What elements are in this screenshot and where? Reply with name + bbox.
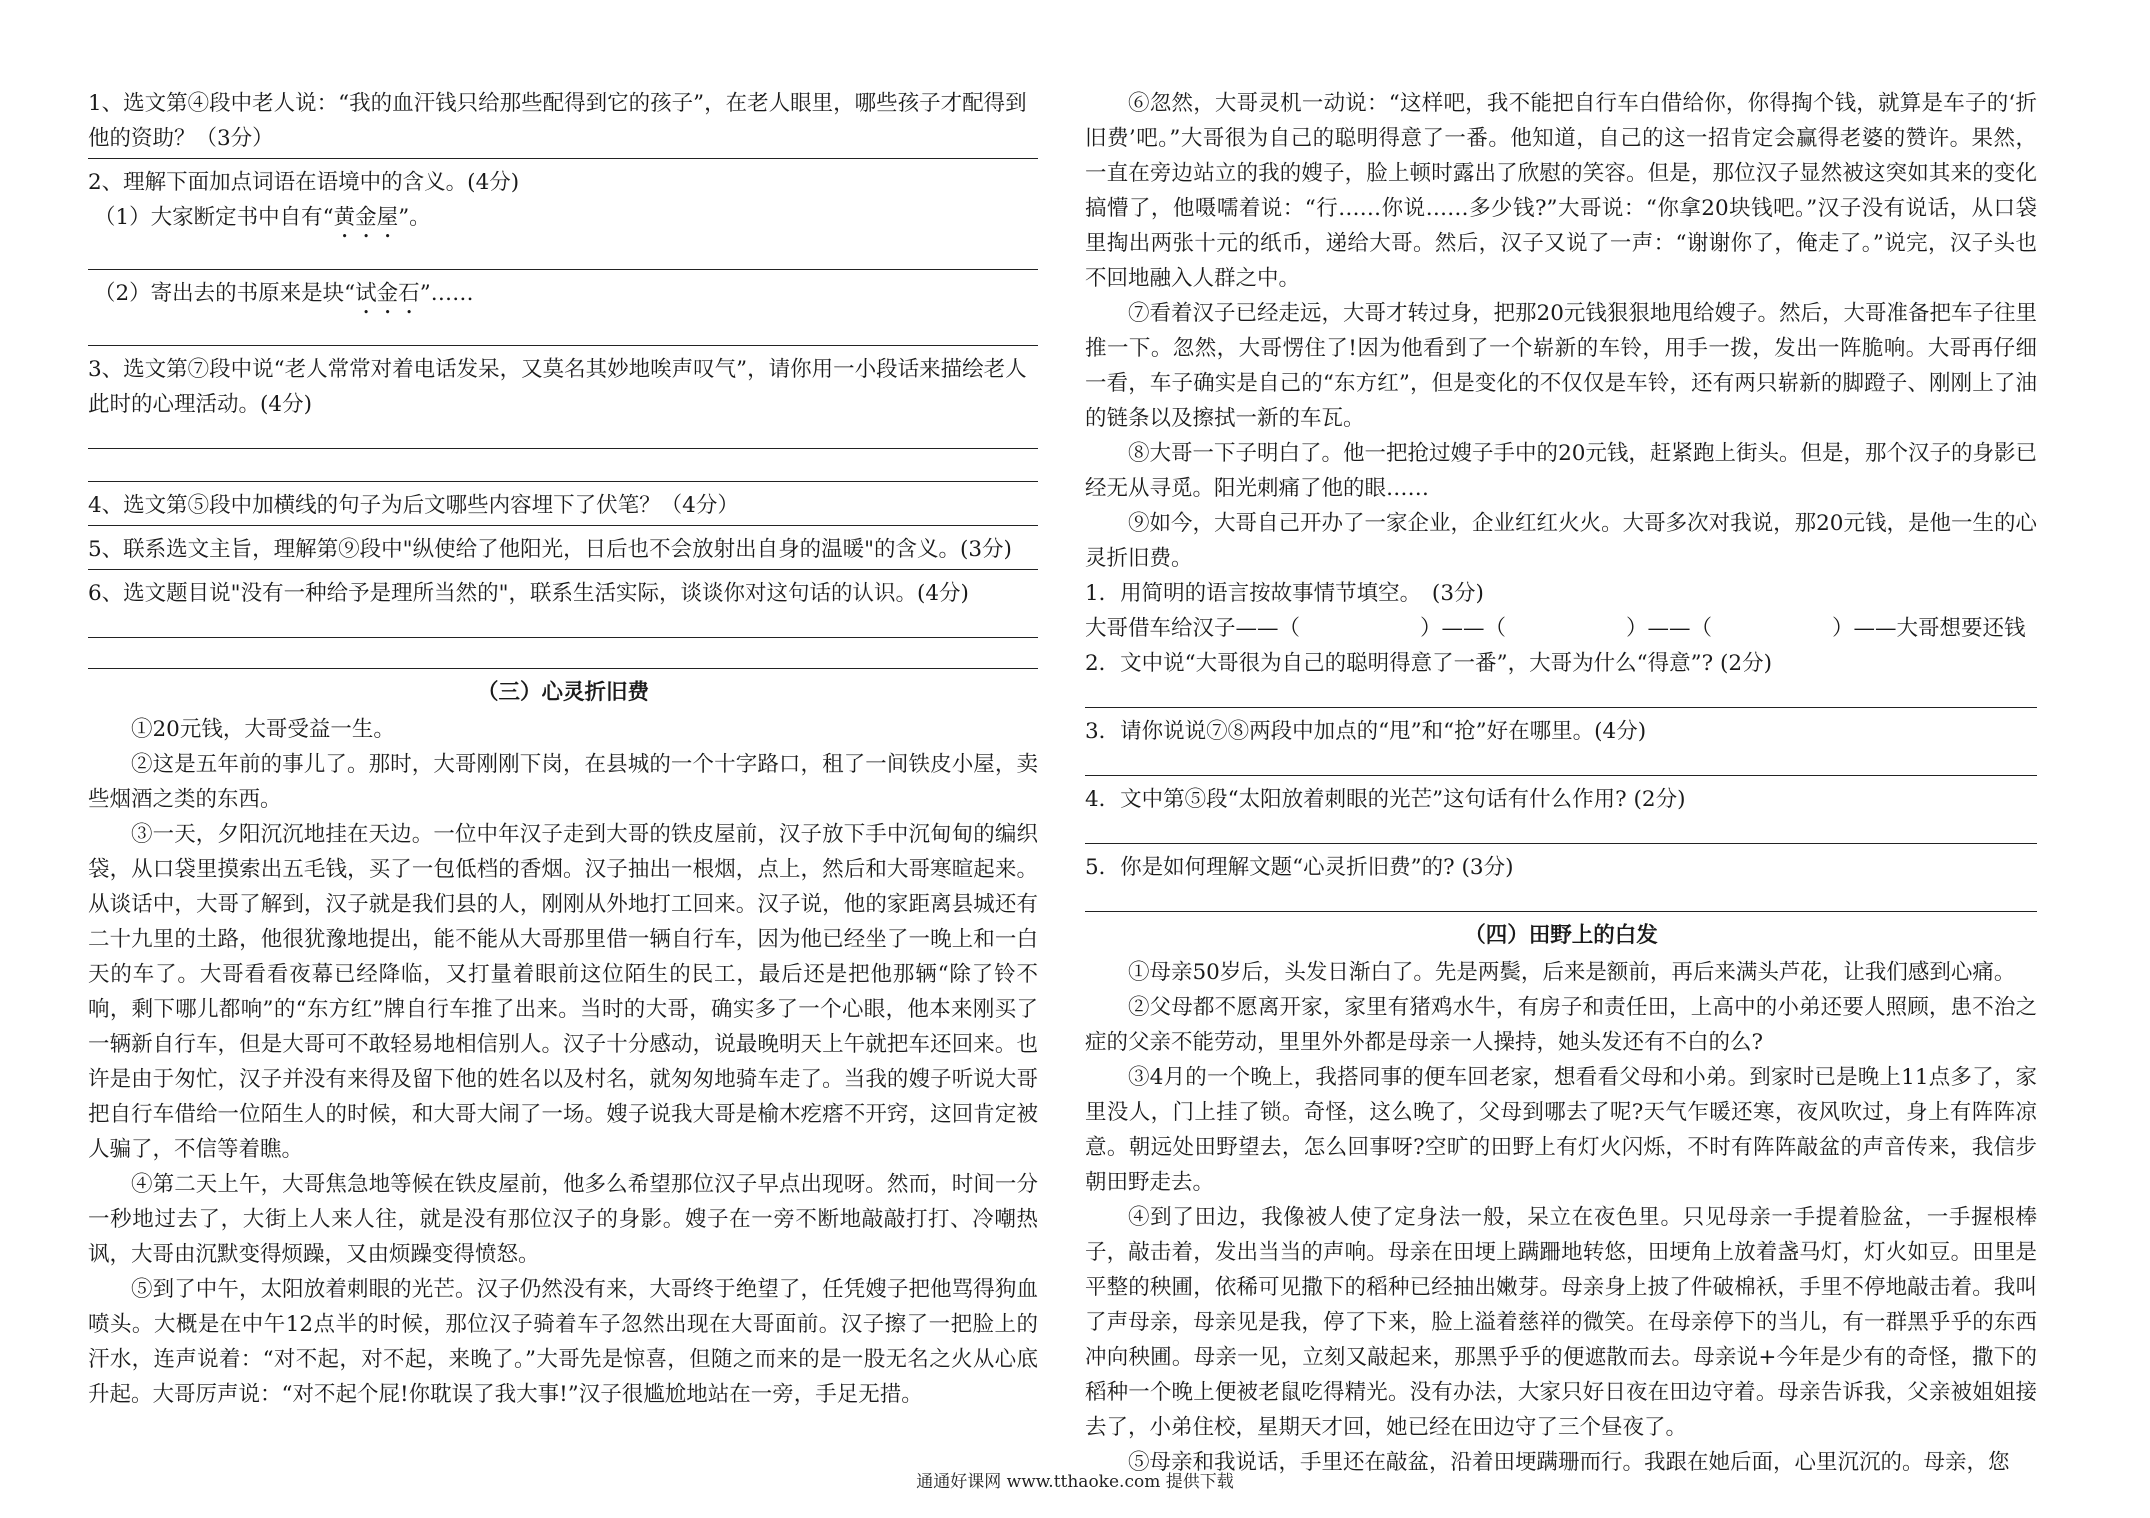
right-question-2: 2．文中说“大哥很为自己的聪明得意了一番”，大哥为什么“得意”? (2分) bbox=[1085, 651, 1772, 676]
page-footer: 通通好课网 www.tthaoke.com 提供下载 bbox=[916, 1472, 1234, 1492]
fill-segment-4: ）——大哥想要还钱 bbox=[1832, 616, 2026, 641]
question-2-2 bbox=[94, 276, 1038, 319]
question-2: 2、理解下面加点词语在语境中的含义。(4分) bbox=[88, 170, 520, 195]
question-4: 4、选文第⑤段中加横线的句子为后文哪些内容埋下了伏笔？（4分） bbox=[88, 493, 739, 518]
answer-line bbox=[88, 158, 1038, 159]
answer-line bbox=[88, 448, 1038, 449]
answer-line bbox=[1085, 843, 2037, 844]
question-2-2-suffix: ”…… bbox=[419, 281, 474, 306]
answer-line bbox=[88, 668, 1038, 669]
answer-line bbox=[1085, 775, 2037, 776]
question-2-1 bbox=[94, 200, 1038, 243]
answer-line bbox=[88, 637, 1038, 638]
section-3-paragraph-1: ①20元钱，大哥受益一生。 bbox=[131, 717, 395, 742]
section-3-title: （三）心灵折旧费 bbox=[476, 680, 649, 705]
answer-line bbox=[88, 269, 1038, 270]
section-4-paragraph-2: ②父母都不愿离开家，家里有猪鸡水牛，有房子和责任田，上高中的小弟还要人照顾，患不治之症的父亲不能劳动，里里外外都是母亲一人操持，她头发还有不白的么? bbox=[1085, 995, 2037, 1055]
left-column bbox=[88, 86, 1038, 1412]
right-question-5: 5．你是如何理解文题“心灵折旧费”的? (3分) bbox=[1085, 855, 1514, 880]
answer-line bbox=[1085, 707, 2037, 708]
answer-line bbox=[88, 345, 1038, 346]
right-column bbox=[1085, 86, 2037, 1480]
right-question-4: 4．文中第⑤段“太阳放着刺眼的光芒”这句话有什么作用? (2分) bbox=[1085, 787, 1686, 812]
fill-segment-2: ）——（ bbox=[1420, 616, 1507, 641]
dotted-word: 黄金屋 bbox=[333, 205, 399, 230]
section-3-paragraph-9: ⑨如今，大哥自己开办了一家企业，企业红红火火。大哥多次对我说，那20元钱，是他一生的心灵折旧费。 bbox=[1085, 511, 2037, 571]
dotted-word: 试金石 bbox=[355, 281, 420, 306]
section-4-title: （四）田野上的白发 bbox=[1464, 923, 1658, 948]
answer-line bbox=[1085, 911, 2037, 912]
section-3-paragraph-2: ②这是五年前的事儿了。那时，大哥刚刚下岗，在县城的一个十字路口，租了一间铁皮小屋，卖些烟酒之类的东西。 bbox=[88, 752, 1038, 812]
right-question-3: 3．请你说说⑦⑧两段中加点的“甩”和“抢”好在哪里。(4分) bbox=[1085, 719, 1647, 744]
right-question-1: 1．用简明的语言按故事情节填空。 (3分) bbox=[1085, 581, 1484, 606]
section-4-paragraph-5: ⑤母亲和我说话，手里还在敲盆，沿着田埂蹒珊而行。我跟在她后面，心里沉沉的。母亲，您 bbox=[1128, 1450, 2010, 1475]
answer-line bbox=[88, 569, 1038, 570]
section-3-paragraph-6: ⑥忽然，大哥灵机一动说：“这样吧，我不能把自行车白借给你，你得掏个钱，就算是车子的‘折旧费’吧。”大哥很为自己的聪明得意了一番。他知道，自己的这一招肯定会赢得老婆的赞许。果然，一直在旁边站立的我的嫂子，脸上顿时露出了欣慰的笑容。但是，那位汉子显然被这突如其来的变化搞懵了，他嗫嚅着说：“行……你说……多少钱?”大哥说：“你拿20块钱吧。”汉子没有说话，从口袋里掏出两张十元的纸币，递给大哥。然后，汉子又说了一声：“谢谢你了，俺走了。”说完，汉子头也不回地融入人群之中。 bbox=[1085, 91, 2037, 291]
section-3-paragraph-8: ⑧大哥一下子明白了。他一把抢过嫂子手中的20元钱，赶紧跑上街头。但是，那个汉子的身影已经无从寻觅。阳光刺痛了他的眼…… bbox=[1085, 441, 2037, 501]
plot-fill-line bbox=[1085, 611, 2037, 646]
section-3-paragraph-5: ⑤到了中午，太阳放着刺眼的光芒。汉子仍然没有来，大哥终于绝望了，任凭嫂子把他骂得狗血喷头。大概是在中午12点半的时候，那位汉子骑着车子忽然出现在大哥面前。汉子擦了一把脸上的汗水，连声说着：“对不起，对不起，来晚了。”大哥先是惊喜，但随之而来的是一股无名之火从心底升起。大哥厉声说：“对不起个屁!你耽误了我大事!”汉子很尴尬地站在一旁，手足无措。 bbox=[88, 1277, 1038, 1407]
question-3: 3、选文第⑦段中说“老人常常对着电话发呆，又莫名其妙地唉声叹气”，请你用一小段话来描绘老人此时的心理活动。(4分) bbox=[88, 357, 1027, 417]
fill-segment-1: 大哥借车给汉子——（ bbox=[1085, 616, 1301, 641]
question-2-2-prefix: （2）寄出去的书原来是块“ bbox=[94, 281, 356, 306]
section-4-paragraph-4: ④到了田边，我像被人使了定身法一般，呆立在夜色里。只见母亲一手提着脸盆，一手握根棒子，敲击着，发出当当的声响。母亲在田埂上蹒跚地转悠，田埂角上放着盏马灯，灯火如豆。田里是平整的秧圃，依稀可见撒下的稻种已经抽出嫩芽。母亲身上披了件破棉袄，手里不停地敲击着。我叫了声母亲，母亲见是我，停了下来，脸上溢着慈祥的微笑。在母亲停下的当儿，有一群黑乎乎的东西冲向秧圃。母亲一见，立刻又敲起来，那黑乎乎的便遮散而去。母亲说+今年是少有的奇怪，撒下的稻种一个晚上便被老鼠吃得精光。没有办法，大家只好日夜在田边守着。母亲告诉我，父亲被姐姐接去了，小弟住校，星期天才回，她已经在田边守了三个昼夜了。 bbox=[1085, 1205, 2037, 1440]
section-3-paragraph-4: ④第二天上午，大哥焦急地等候在铁皮屋前，他多么希望那位汉子早点出现呀。然而，时间一分一秒地过去了，大街上人来人往，就是没有那位汉子的身影。嫂子在一旁不断地敲敲打打、冷嘲热讽，大哥由沉默变得烦躁，又由烦躁变得愤怒。 bbox=[88, 1172, 1038, 1267]
section-4-paragraph-3: ③4月的一个晚上，我搭同事的便车回老家，想看看父母和小弟。到家时已是晚上11点多了，家里没人，门上挂了锁。奇怪，这么晚了，父母到哪去了呢?天气乍暖还寒，夜风吹过，身上有阵阵凉意。朝远处田野望去，怎么回事呀?空旷的田野上有灯火闪烁，不时有阵阵敲盆的声音传来，我信步朝田野走去。 bbox=[1085, 1065, 2037, 1195]
question-2-1-prefix: （1）大家断定书中自有“ bbox=[94, 205, 334, 230]
question-6: 6、选文题目说"没有一种给予是理所当然的"，联系生活实际，谈谈你对这句话的认识。(4分) bbox=[88, 581, 969, 606]
question-1: 1、选文第④段中老人说：“我的血汗钱只给那些配得到它的孩子”，在老人眼里，哪些孩子才配得到他的资助？（3分） bbox=[88, 91, 1027, 151]
fill-segment-3: ）——（ bbox=[1626, 616, 1713, 641]
section-3-paragraph-7: ⑦看着汉子已经走远，大哥才转过身，把那20元钱狠狠地甩给嫂子。然后，大哥准备把车子往里推一下。忽然，大哥愣住了!因为他看到了一个崭新的车铃，用手一拨，发出一阵脆响。大哥再仔细一看，车子确实是自己的“东方红”，但是变化的不仅仅是车铃，还有两只崭新的脚蹬子、刚刚上了油的链条以及擦拭一新的车瓦。 bbox=[1085, 301, 2037, 431]
question-2-1-suffix: ”。 bbox=[398, 205, 431, 230]
question-5: 5、联系选文主旨，理解第⑨段中"纵使给了他阳光，日后也不会放射出自身的温暖"的含义。(3分) bbox=[88, 537, 1012, 562]
answer-line bbox=[88, 525, 1038, 526]
section-3-paragraph-3: ③一天，夕阳沉沉地挂在天边。一位中年汉子走到大哥的铁皮屋前，汉子放下手中沉甸甸的编织袋，从口袋里摸索出五毛钱，买了一包低档的香烟。汉子抽出一根烟，点上，然后和大哥寒暄起来。从谈话中，大哥了解到，汉子就是我们县的人，刚刚从外地打工回来。汉子说，他的家距离县城还有二十九里的土路，他很犹豫地提出，能不能从大哥那里借一辆自行车，因为他已经坐了一晚上和一白天的车了。大哥看看夜幕已经降临，又打量着眼前这位陌生的民工，最后还是把他那辆“除了铃不响，剩下哪儿都响”的“东方红”牌自行车推了出来。当时的大哥，确实多了一个心眼，他本来刚买了一辆新自行车，但是大哥可不敢轻易地相信别人。汉子十分感动，说最晚明天上午就把车还回来。也许是由于匆忙，汉子并没有来得及留下他的姓名以及村名，就匆匆地骑车走了。当我的嫂子听说大哥把自行车借给一位陌生人的时候，和大哥大闹了一场。嫂子说我大哥是榆木疙瘩不开窍，这回肯定被人骗了，不信等着瞧。 bbox=[88, 822, 1038, 1162]
answer-line bbox=[88, 481, 1038, 482]
section-4-paragraph-1: ①母亲50岁后，头发日渐白了。先是两鬓，后来是额前，再后来满头芦花，让我们感到心痛。 bbox=[1128, 960, 2016, 985]
